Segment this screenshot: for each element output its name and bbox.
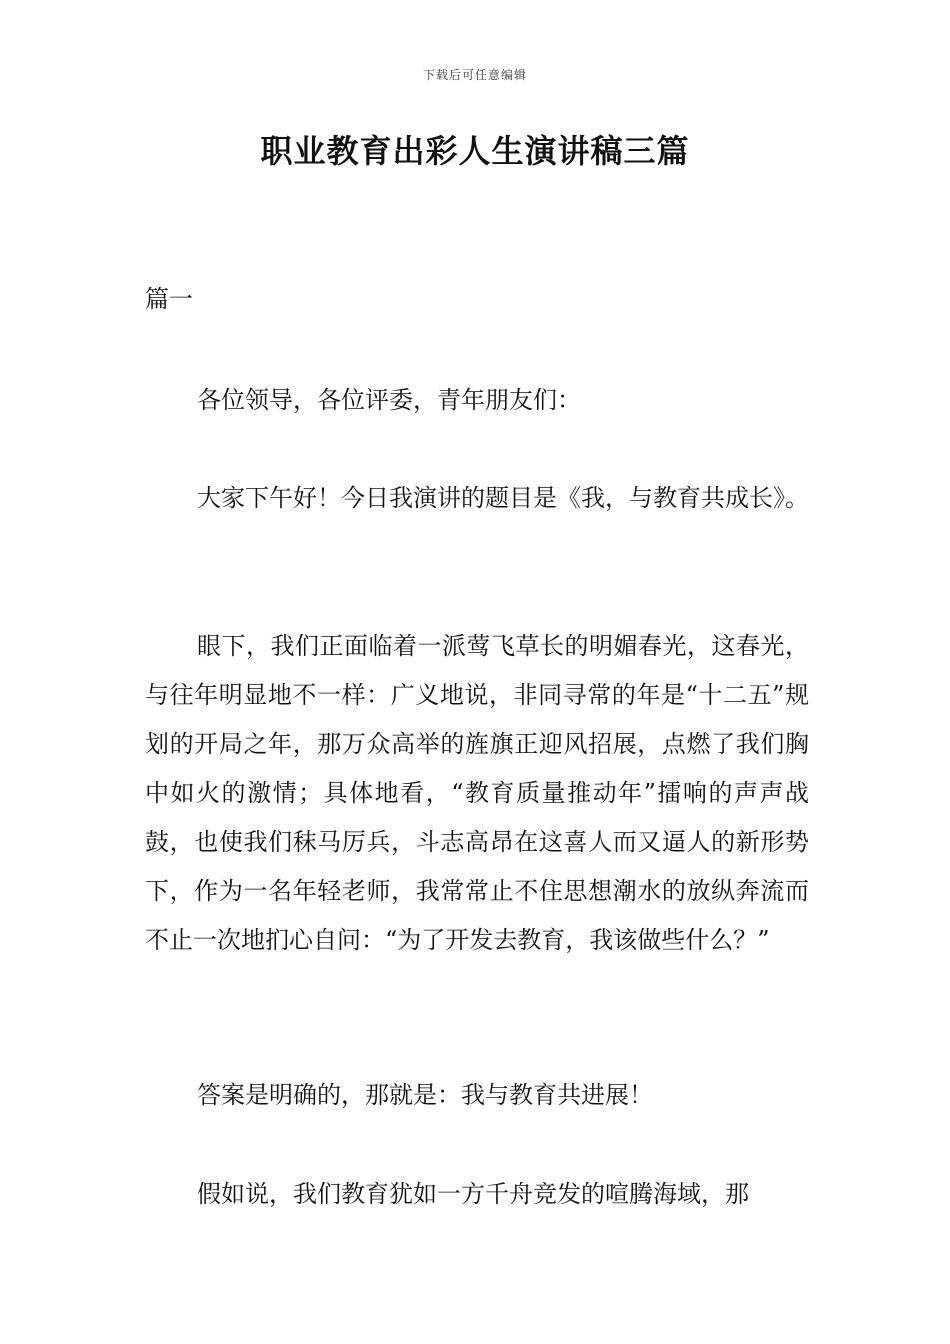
paragraph-spring: 眼下，我们正面临着一派莺飞草长的明媚春光，这春光，与往年明显地不一样：广义地说，非同寻常的年是“十二五”规划的开局之年，那万众高举的旌旗正迎风招展，点燃了我们胸中如火的激情；具体地看，“教育质量推动年”擂响的声声战鼓，也使我们秣马厉兵，斗志高昂在这喜人而又逼人的新形势下，作为一名年轻老师，我常常止不住思想潮水的放纵奔流而不止一次地扪心自问：“为了开发去教育，我该做些什么？” bbox=[145, 632, 809, 954]
document-title: 职业教育出彩人生演讲稿三篇 bbox=[260, 132, 690, 170]
paragraph-answer: 答案是明确的，那就是：我与教育共进展！ bbox=[197, 1081, 653, 1109]
header-note: 下载后可任意编辑 bbox=[422, 68, 527, 82]
section-label: 篇一 bbox=[145, 285, 193, 313]
paragraph-intro: 大家下午好！今日我演讲的题目是《我，与教育共成长》。 bbox=[197, 484, 809, 512]
paragraph-greeting: 各位领导，各位评委，青年朋友们： bbox=[197, 386, 581, 414]
paragraph-metaphor: 假如说，我们教育犹如一方千舟竞发的喧腾海域，那 bbox=[197, 1180, 749, 1208]
